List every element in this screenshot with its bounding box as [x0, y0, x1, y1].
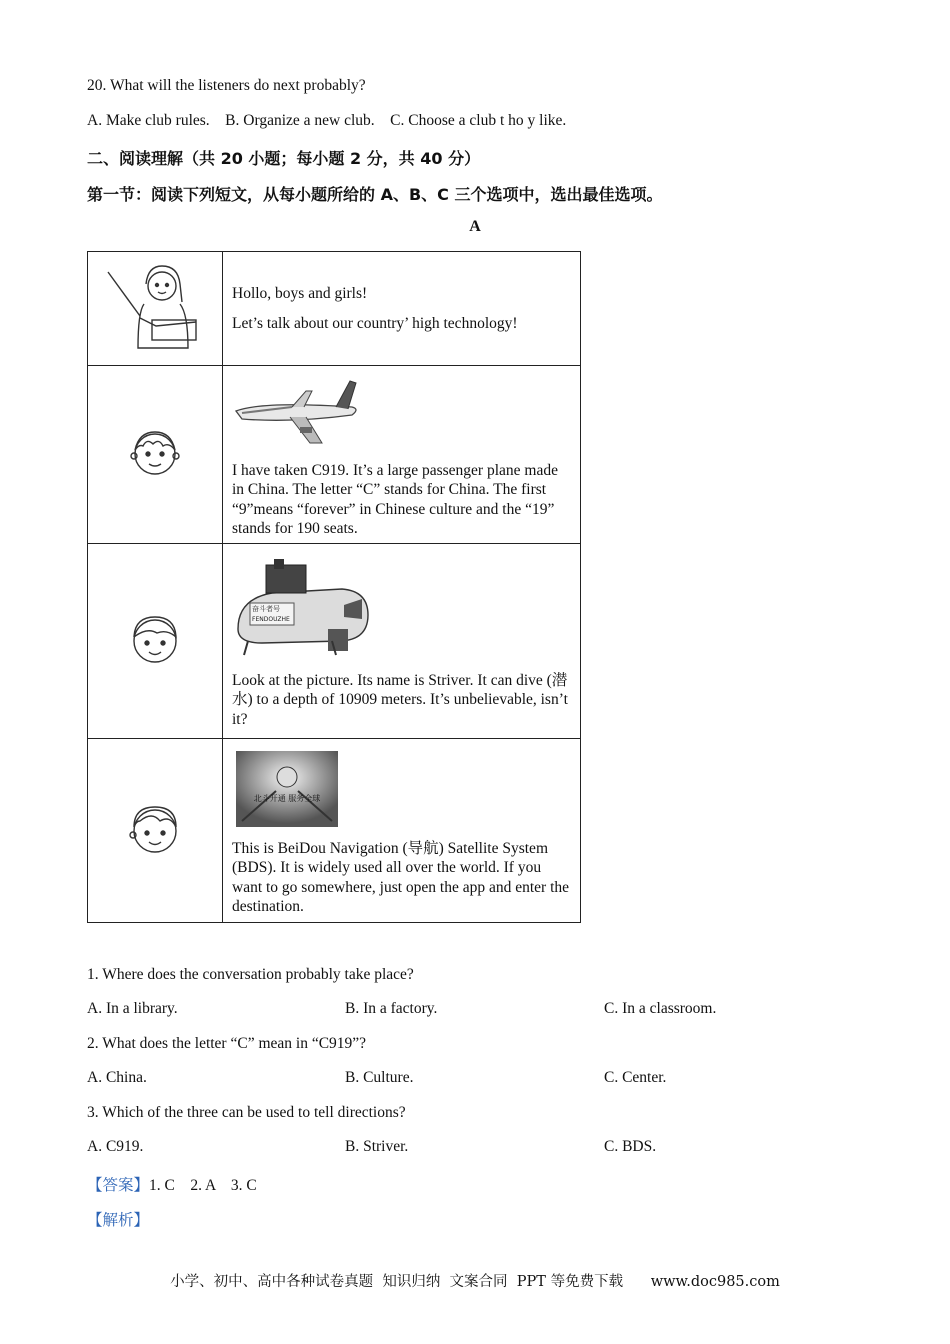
q3-option-c: C. BDS.: [604, 1138, 657, 1155]
q1-option-c: C. In a classroom.: [604, 1000, 717, 1017]
q2-option-a: A. China.: [87, 1069, 147, 1086]
teacher-text-cell: [223, 252, 581, 366]
answer-line: [87, 1173, 257, 1195]
section-heading: 二、阅读理解（共 20 小题；每小题 2 分，共 40 分）: [87, 149, 481, 168]
greeting-line: Hollo, boys and girls!: [232, 285, 368, 302]
question-3: 3. Which of the three can be used to tell directions?: [87, 1104, 406, 1121]
teacher-picture-cell: [88, 252, 223, 366]
c919-description: I have taken C919. It’s a large passenger plane made in China. The letter “C” stands for China. The first “9”means “forever” in Chinese culture and the “19” stands for 190 seats.: [232, 461, 558, 537]
airplane-picture: [232, 377, 364, 449]
boy-face-icon: [123, 607, 187, 671]
boy2-picture-cell: [88, 544, 223, 739]
q3-option-b: B. Striver.: [345, 1138, 409, 1155]
q1-option-b: B. In a factory.: [345, 1000, 438, 1017]
q2-option-b: B. Culture.: [345, 1069, 414, 1086]
question-20: 20. What will the listeners do next probably?: [87, 77, 366, 94]
q2-option-c: C. Center.: [604, 1069, 667, 1086]
analysis-tag: 【解析】: [87, 1212, 150, 1229]
section-instruction: 第一节：阅读下列短文，从每小题所给的 A、B、C 三个选项中，选出最佳选项。: [87, 185, 663, 204]
question-1: 1. Where does the conversation probably take place?: [87, 966, 414, 983]
answer-text: 1. C 2. A 3. C: [149, 1177, 257, 1194]
submersible-picture: [232, 559, 372, 659]
striver-text-cell: [223, 544, 581, 739]
question-2: 2. What does the letter “C” mean in “C919”?: [87, 1035, 367, 1052]
bds-picture: [236, 751, 338, 827]
teacher-icon: [100, 258, 210, 354]
submersible-label: 奋斗者号: [252, 604, 280, 613]
page-footer: 小学、初中、高中各种试卷真题 知识归纳 文案合同 PPT 等免费下载 www.doc985.com: [170, 1274, 780, 1290]
bds-caption: 北斗开通 服务全球: [253, 793, 321, 803]
bds-description: This is BeiDou Navigation (导航) Satellite System (BDS). It is widely used all over the world. If you want to go somewhere, just open the app and enter the destination.: [232, 839, 570, 915]
topic-line: Let’s talk about our country’ high technology!: [232, 314, 518, 332]
q3-option-a: A. C919.: [87, 1138, 144, 1155]
boy-face-icon: [125, 422, 185, 482]
boy1-picture-cell: [88, 366, 223, 544]
boy-face-icon: [124, 795, 186, 861]
passage-letter: A: [469, 218, 481, 235]
q1-option-a: A. In a library.: [87, 1000, 178, 1017]
question-20-options: A. Make club rules. B. Organize a new club. C. Choose a club t ho y like.: [87, 112, 567, 129]
c919-text-cell: [223, 366, 581, 544]
answer-tag: 【答案】: [87, 1177, 150, 1194]
boy3-picture-cell: [88, 739, 223, 923]
striver-description: Look at the picture. Its name is Striver. It can dive (潜水) to a depth of 10909 meters. It’s unbelievable, isn’t it?: [232, 671, 568, 728]
bds-text-cell: [223, 739, 581, 923]
svg-text:FENDOUZHE: FENDOUZHE: [252, 615, 290, 623]
reading-table: [87, 251, 581, 923]
analysis-line: [87, 1208, 149, 1230]
